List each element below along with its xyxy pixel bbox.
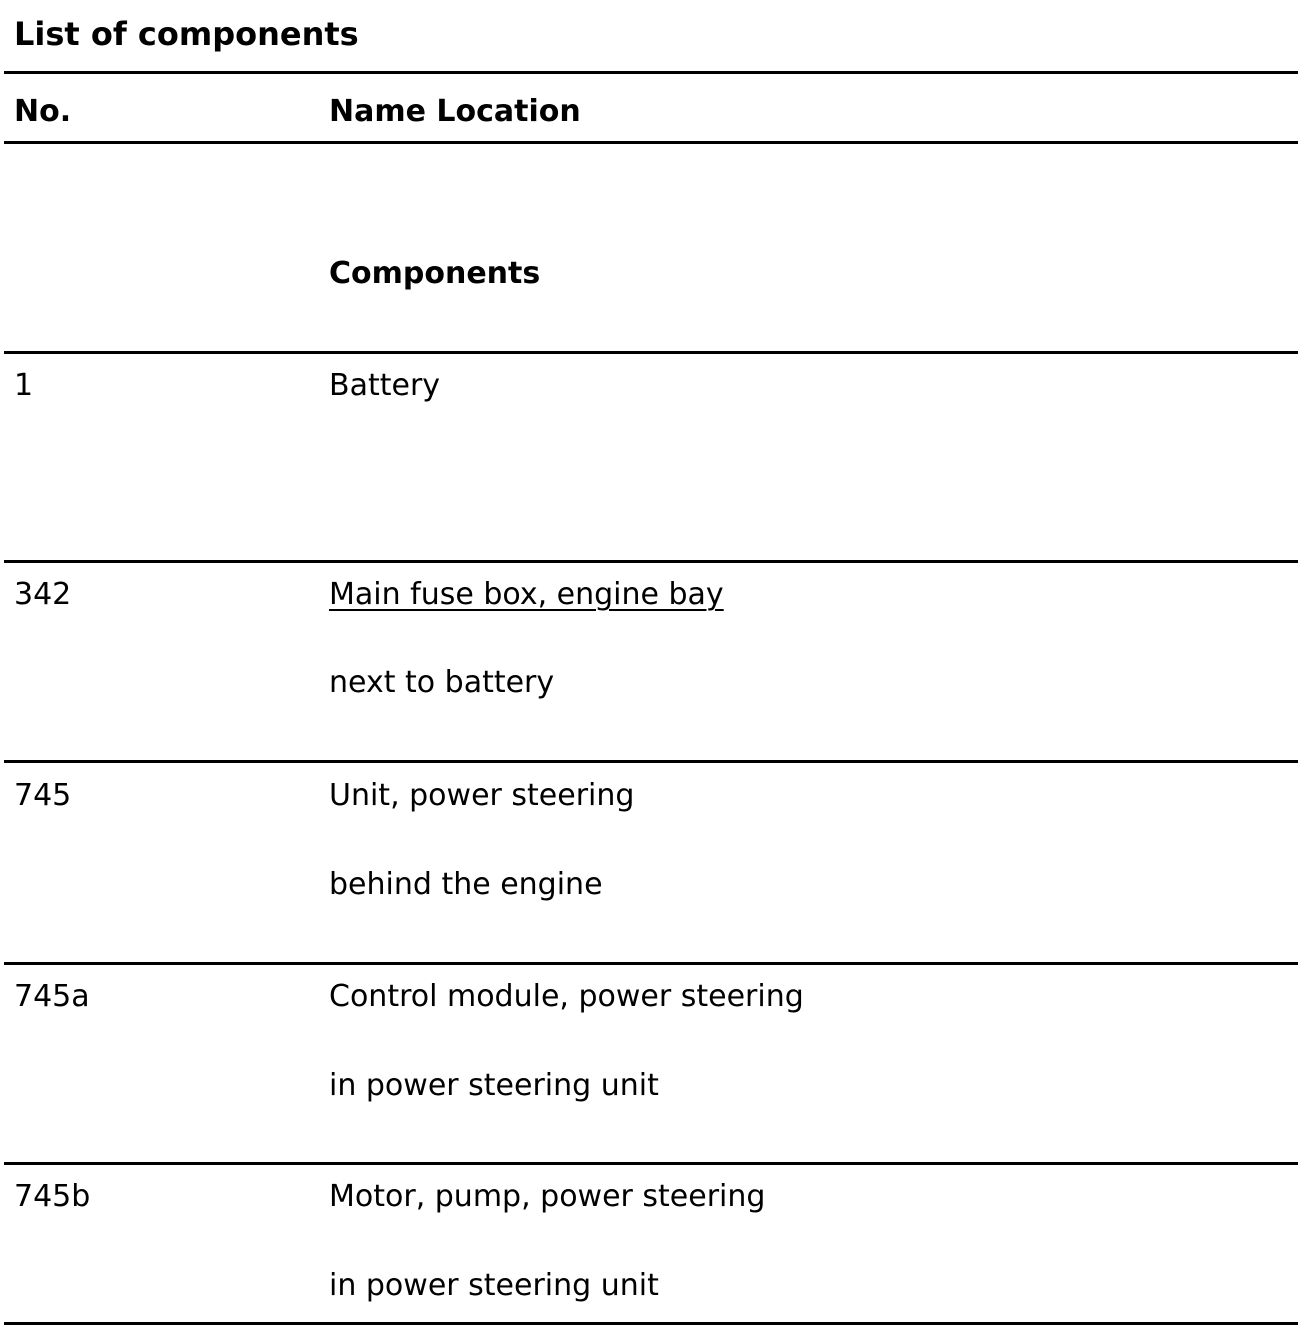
rule-header <box>4 141 1298 144</box>
row-4-no: 745a <box>14 979 90 1014</box>
row-4-location: in power steering unit <box>329 1068 659 1103</box>
header-no: No. <box>14 94 72 129</box>
row-5-no: 745b <box>14 1179 91 1214</box>
row-3-location: behind the engine <box>329 867 603 902</box>
row-2-name-link[interactable]: Main fuse box, engine bay <box>329 577 724 612</box>
document-title: List of components <box>14 15 359 53</box>
rule-row-3 <box>4 962 1298 965</box>
rule-section <box>4 351 1298 354</box>
rule-row-4 <box>4 1162 1298 1165</box>
row-4-name: Control module, power steering <box>329 979 804 1014</box>
rule-top <box>4 71 1298 74</box>
header-name-location: Name Location <box>329 94 581 129</box>
rule-row-1 <box>4 560 1298 563</box>
row-2-no: 342 <box>14 577 72 612</box>
rule-row-2 <box>4 760 1298 763</box>
row-2-location: next to battery <box>329 665 555 700</box>
row-5-name: Motor, pump, power steering <box>329 1179 766 1214</box>
row-3-no: 745 <box>14 778 72 813</box>
row-5-location: in power steering unit <box>329 1268 659 1303</box>
row-1-no: 1 <box>14 368 34 403</box>
rule-bottom <box>4 1322 1298 1325</box>
row-3-name: Unit, power steering <box>329 778 635 813</box>
section-heading: Components <box>329 256 541 291</box>
row-1-name: Battery <box>329 368 441 403</box>
